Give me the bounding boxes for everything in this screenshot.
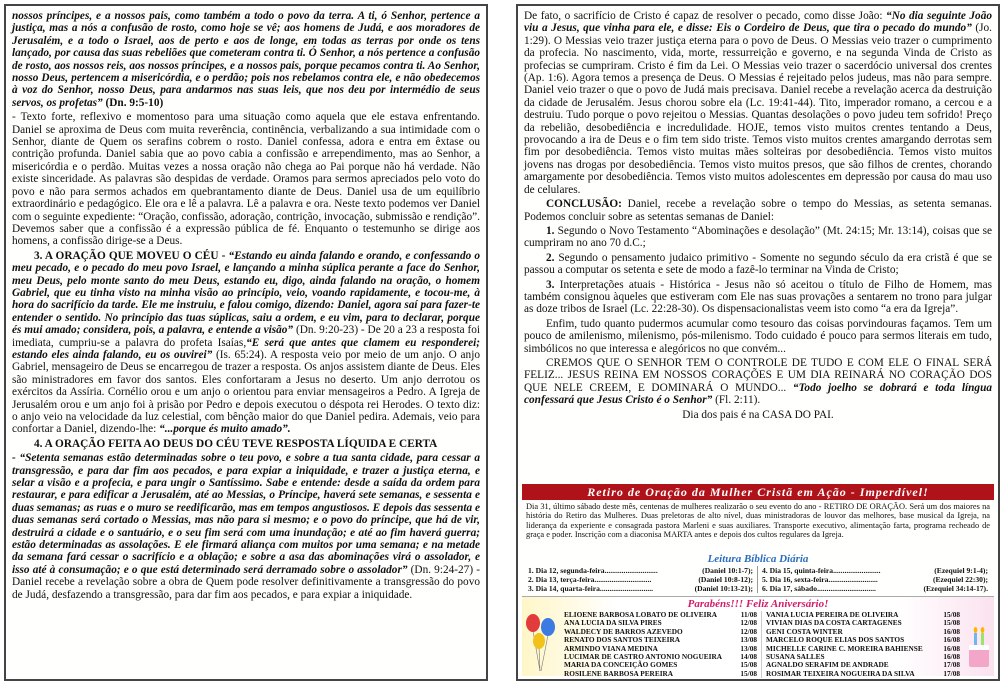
right-page xyxy=(516,4,1000,681)
birthday-date: 17/08 xyxy=(943,668,960,678)
birthday-name: MARIA DA CONCEIÇÃO GOMES xyxy=(564,660,678,670)
birthday-name: ROSILENE BARBOSA PEREIRA xyxy=(564,668,674,678)
birthday-date: 15/08 xyxy=(943,618,960,628)
birthday-name: AGNALDO SERAFIM DE ANDRADE xyxy=(766,660,889,670)
birthday-date: 16/08 xyxy=(943,635,960,645)
birthday-date: 17/08 xyxy=(943,660,960,670)
paragraph-text: (Is. 65:24). A resposta veio por meio de um anjo. O anjo Gabriel, mensageiro de Deus se encarregou de trazer a resposta. Os anjos assistem diante de Deus. Eles são ministradores em favor dos santos. Eles confortaram a Jesus no deserto. Um anjo derrotou os exércitos da Assíria. Cornélio orou e um anjo o orientou para enviar mensageiros a Pedro. A Igreja de Jerusalém orou e um anjo foi à prisão por Pedro e depois executou o déspota rei Herodes. O texto diz: o anjo veio na velocidade da luz celestial, com bênção maior do que Daniel pedira. Ademais, veio para confortar a Daniel, dizendo-lhe: xyxy=(12,348,480,436)
birthday-date: 12/08 xyxy=(740,626,757,636)
reading-cell xyxy=(758,575,992,584)
birthday-date: 16/08 xyxy=(943,626,960,636)
reading-ref: (Ezequiel 34:14-17). xyxy=(923,584,988,593)
paragraph-confession xyxy=(12,10,480,109)
conclusion-item-3 xyxy=(524,279,992,316)
birthday-date: 15/08 xyxy=(740,668,757,678)
cake-icon xyxy=(966,615,992,671)
birthday-date: 14/08 xyxy=(740,652,757,662)
birthday-date: 13/08 xyxy=(740,643,757,653)
birthday-column-right xyxy=(762,611,964,678)
paragraph-commentary: - Texto forte, reflexivo e momentoso para uma situação como aquela que ele estava enfrentando. Daniel se aproxima de Deus com muita reverência, continência, verbalizando a sua intimidade com o Senhor, diante de Quem os serafins cobrem o rosto. Daniel confessa, adora e entra em êxtase ou contrição profunda. Daniel sabia que ao povo cabia a confissão e arrependimento, mas ao Senhor, a misericórdia e o perdão. Muitas vezes a nossa oração não chega ao Pai porque não há verdade. Não existe sinceridade. As palavras são despidas de verdade. Oramos para sermos apreciados pelo voto do povo e não para sermos achados em quebrantamento diante de Deus. Daniel usa de um equilíbrio extraordinário e pedagógico. Ele ora e lê a palavra. Lê a palavra e ora. Neste texto podemos ver Daniel com o seguinte expediente: “Oração, confissão, adoração, contrição, invocação, submissão e rendição”. Devemos saber que a confissão é a expressão pública de fé. Enquanto o testemunho se dirige aos homens, a confissão dirige-se a Deus. xyxy=(12,111,480,248)
birthday-name: SUSANA SALLES xyxy=(766,652,825,662)
paragraph-text: Daniel, recebe a revelação sobre o tempo do Messias, as setenta semanas. Podemos concluir sobre as setentas semanas de Daniel: xyxy=(524,198,992,223)
paragraph-final: Enfim, tudo quanto pudermos acumular como tesouro das coisas porvindouras façamos. Tem um pouco de amilenismo, milenismo, pós-milenismo. Todo cuidado é pouco para sermos literais em tudo, simbólicos no que interessa e alegóricos no que convém... xyxy=(524,317,992,355)
reading-ref: (Daniel 10:1-7); xyxy=(702,566,753,575)
birthday-name: VIVIAN DIAS DA COSTA CARTAGENES xyxy=(766,618,902,628)
leitura-title: Leitura Bíblica Diária xyxy=(707,553,809,565)
paragraph-text: (Jo. 1:29). O Messias veio trazer justiça eterna para o povo de Deus. O Messias veio trazer o cumprimento da profecia. No nascimento, vida, morte, ressurreição e governo, e na segunda Vinda de Cristo as profecias se cumpriram. Cristo é fim da Lei. O Messias veio trazer o sacerdócio universal dos crentes (Ap. 1:6). Agora temos a presença de Deus. O Messias é rejeitado pelos judeus, mas não para sempre. Daniel veio trazer o que o povo de Judá mais precisava. Daniel recebe a revelação acerca da destruição da cidade de Jerusalém. Jesus chorou sobre ela (Lc. 19:41-44). Tito, imperador romano, a cercou e a destruiu. Tudo porque o povo rejeitou o Messias. Quantas desolações o povo judeu tem sofrido! Preço da rebelião, desobediência e incredulidade. HOJE, temos visto muitos crentes tentando a Deus, provocando a ira de Deus e o fim tem sido triste. Temos visto muitos crentes amargando derrotas sem fim por desobediência. Temos visto muitas mães solteiras por desobediência. Temos visto muitos jovens nas drogas por desobediência. Temos visto muitos presos, que são filhos de crentes, chorando amargamente por desobediência. Temos visto muitos adolescentes em depressão por causa do mau uso de celulares. xyxy=(524,22,992,196)
scripture-quote: nossos príncipes, e a nossos pais, como também a todo o povo da terra. A ti, ó Senhor, pertence a justiça, mas a nós a confusão de rosto, como hoje se vê; aos homens de Judá, e aos moradores de Jerusalém, e a todo o Israel, aos de perto e aos de longe, em todas as terras por onde os tens lançado, por causa das suas rebeliões que cometeram contra ti. Ó Senhor, a nós pertence a confusão de rosto, aos nossos reis, aos nossos príncipes, e a nossos pais, porque pecamos contra ti. Ao Senhor, nosso Deus, pertencem a misericórdia, e o perdão; pois nos rebelamos contra ele, e não obedecemos à voz do Senhor, nosso Deus, para andarmos nas suas leis, que nos deu por intermédio de seus servos, os profetas” xyxy=(12,10,480,109)
birthday-row xyxy=(564,670,757,678)
birthday-row xyxy=(766,670,960,678)
left-column xyxy=(12,10,480,603)
birthday-date: 15/08 xyxy=(740,660,757,670)
reading-day: 2. Dia 13, terça-feira.............................. xyxy=(528,575,652,584)
birthday-name: MICHELLE CARINE C. MOREIRA BAHIENSE xyxy=(766,643,923,653)
reading-row xyxy=(524,584,992,593)
birthday-name: ARMINDO VIANA MEDINA xyxy=(564,643,658,653)
birthday-date: 12/08 xyxy=(740,618,757,628)
birthday-date: 13/08 xyxy=(740,635,757,645)
paragraph-text: (Dn. 9:20-23) - De 20 a 23 a resposta foi imediata, cumpriu-se a palavra do profeta Isaías, xyxy=(12,324,480,349)
creed-caps: CREMOS QUE O SENHOR TEM O CONTROLE DE TUDO E COM ELE O FINAL SERÁ FELIZ... JESUS REINA EM NOSSOS CORAÇÕES E UM DIA REINARÁ NO CORAÇÃO DOS QUE NELE CREEM, E DOMINARÁ O MUNDO... xyxy=(524,356,992,394)
scripture-quote: “...porque és muito amado”. xyxy=(159,423,291,436)
conclusion-item-1 xyxy=(524,225,992,250)
scripture-quote: - “Setenta semanas estão determinadas sobre o teu povo, e sobre a tua santa cidade, para cessar a transgressão, e para dar fim aos pecados, e para expiar a iniquidade, e trazer a justiça eterna, e selar a visão e a profecia, e para ungir o Santíssimo. Sabe e entende: desde a saída da ordem para restaurar, e para edificar a Jerusalém, até ao Messias, o Príncipe, haverá sete semanas, e sessenta e duas semanas; as ruas e o muro se reedificarão, mas em tempos angustiosos. E depois das sessenta e duas semanas será cortado o Messias, mas não para si mesmo; e o povo do príncipe, que há de vir, destruirá a cidade e o santuário, e o seu fim será com uma inundação; e até ao fim haverá guerra; estão determinadas as assolações. E ele firmará aliança com muitos por uma semana; e na metade da semana fará cessar o sacrifício e a oblação; e sobre a asa das abominações virá o assolador, e isso até à consumação; e o que está determinado será derramado sobre o assolador” xyxy=(12,452,480,576)
paragraph-text: De fato, o sacrifício de Cristo é capaz de resolver o pecado, como disse João: xyxy=(524,10,887,22)
retiro-description: Dia 31, último sábado deste mês, centenas de mulheres realizarão o seu evento do ano - RETIRO DE ORAÇÃO. Será um dos maiores na história do Retiro das Mulheres. Duas preletoras de alto nível, duas ministradoras de louvor das melhores, base musical da Igreja, na liderança da experiente e consagrada pastora Marleni e suas auxiliares. Transporte executivo, alimentação farta, programa recheado de graça e poder. Inscrição com a diaconisa MARTA antes e depois dos cultos regulares da Igreja. xyxy=(526,502,990,540)
birthday-date: 16/08 xyxy=(943,652,960,662)
reading-cell xyxy=(758,584,992,593)
birthday-name: RENATO DOS SANTOS TEIXEIRA xyxy=(564,635,681,645)
item-text: Interpretações atuais - Histórica - Jesus não só aceitou o título de Filho de Homem, mas também consignou àqueles que estiveram com Ele nas suas provações a sentarem no trono para julgar as doze tribos de Israel (Lc. 22:28-30). Os dispensacionalistas veem isto como “a era da Igreja”. xyxy=(524,278,992,316)
birthday-date: 15/08 xyxy=(943,610,960,619)
birthday-name: VANIA LUCIA PEREIRA DE OLIVEIRA xyxy=(766,610,899,619)
reading-day: 5. Dia 16, sexta-feira.......................... xyxy=(762,575,878,584)
scripture-quote: “No dia seguinte João viu a Jesus, que vinha para ele, e disse: Eis o Cordeiro de Deus, que tira o pecado do mundo” xyxy=(524,10,992,35)
reading-cell xyxy=(524,566,758,575)
right-column xyxy=(524,10,992,423)
retiro-banner: Retiro de Oração da Mulher Cristã em Ação - Imperdível! xyxy=(522,484,994,500)
section-3-heading: 3. A ORAÇÃO QUE MOVEU O CÉU - xyxy=(34,249,229,262)
reading-row xyxy=(524,566,992,575)
readings-table xyxy=(524,566,992,593)
reading-day: 3. Dia 14, quarta-feira............................ xyxy=(528,584,654,593)
scripture-ref: (Fl. 2:11). xyxy=(712,394,761,407)
item-text: Segundo o Novo Testamento “Abominações e desolação” (Mt. 24:15; Mr. 13:14), coisas que se cumpriram no ano 70 d.C.; xyxy=(524,224,992,250)
reading-ref: (Daniel 10:8-12); xyxy=(698,575,753,584)
scripture-ref: (Dn. 9:5-10) xyxy=(102,96,164,109)
birthday-list xyxy=(560,611,964,678)
birthday-name: ANA LUCIA DA SILVA PIRES xyxy=(564,618,662,628)
birthday-name: ROSIMAR TEIXEIRA NOGUEIRA DA SILVA xyxy=(766,668,915,678)
reading-row xyxy=(524,575,992,584)
section-4 xyxy=(12,452,480,601)
paragraph-creed xyxy=(524,357,992,407)
item-number: 3. xyxy=(546,278,555,291)
balloons-icon xyxy=(524,611,558,673)
conclusion xyxy=(524,198,992,223)
reading-ref: (Ezequiel 22:30); xyxy=(932,575,988,584)
item-number: 1. xyxy=(546,224,555,237)
reading-day: 6. Dia 17, sábado............................... xyxy=(762,584,876,593)
paragraph-text: (Dn. 9:24-27) - Daniel recebe a revelação sobre a obra de Quem pode resolver definitivamente a transgressão do povo de Judá, desfazendo a transgressão, para dar fim aos pecados, e para expiar a iniquidade. xyxy=(12,563,480,601)
birthday-name: WALDECY DE BARROS AZEVEDO xyxy=(564,626,683,636)
reading-cell xyxy=(524,584,758,593)
section-4-heading: 4. A ORAÇÃO FEITA AO DEUS DO CÉU TEVE RESPOSTA LÍQUIDA E CERTA xyxy=(34,437,438,450)
fathers-day-line: Dia dos pais é na CASA DO PAI. xyxy=(682,408,834,421)
reading-cell xyxy=(758,566,992,575)
birthday-title: Parabéns!!! Feliz Aniversário! xyxy=(687,598,829,610)
reading-cell xyxy=(524,575,758,584)
reading-day: 1. Dia 12, segunda-feira............................ xyxy=(528,566,658,575)
scripture-quote: “Estando eu ainda falando e orando, e confessando o meu pecado, e o pecado do meu povo Israel, e lançando a minha súplica perante a face do Senhor, meu Deus, pelo monte santo do meu Deus, estando eu, digo, ainda falando na oração, o homem Gabriel, que eu tinha visto na minha visão ao princípio, veio, voando rapidamente, e tocou-me, à hora do sacrifício da tarde. Ele me instruiu, e falou comigo, dizendo: Daniel, agora saí para fazer-te entender o sentido. No princípio das tuas súplicas, saiu a ordem, e eu vim, para to declarar, porque és mui amado; considera, pois, a palavra, e entende a visão” xyxy=(12,249,480,337)
reading-day: 4. Dia 15, quinta-feira......................... xyxy=(762,566,881,575)
left-page xyxy=(4,4,488,681)
section-3 xyxy=(12,250,480,436)
birthday-name: GENI COSTA WINTER xyxy=(766,626,843,636)
birthday-section xyxy=(522,596,994,676)
birthday-name: ELIOENE BARBOSA LOBATO DE OLIVEIRA xyxy=(564,610,718,619)
birthday-date: 11/08 xyxy=(740,610,757,619)
scripture-quote: “E será que antes que clamem eu responderei; estando eles ainda falando, eu os ouvirei” xyxy=(12,336,480,361)
paragraph-sacrifice xyxy=(524,10,992,196)
birthday-name: MARCELO ROQUE ELIAS DOS SANTOS xyxy=(766,635,905,645)
item-number: 2. xyxy=(546,251,555,264)
item-text: Segundo o pensamento judaico primitivo - Somente no segundo século da era cristã é que se passou a computar os setenta e sete de modo a fazê-lo terminar na Vinda de Cristo; xyxy=(524,251,992,277)
conclusion-heading: CONCLUSÃO: xyxy=(546,198,622,211)
birthday-date: 16/08 xyxy=(943,643,960,653)
scripture-quote: “Todo joelho se dobrará e toda língua confessará que Jesus Cristo é o Senhor” xyxy=(524,381,992,407)
birthday-name: LUCIMAR DE CASTRO ANTONIO NOGUEIRA xyxy=(564,652,722,662)
reading-ref: (Daniel 10:13-21); xyxy=(694,584,753,593)
birthday-column-left xyxy=(560,611,762,678)
reading-ref: (Ezequiel 9:1-4); xyxy=(934,566,988,575)
conclusion-item-2 xyxy=(524,252,992,277)
